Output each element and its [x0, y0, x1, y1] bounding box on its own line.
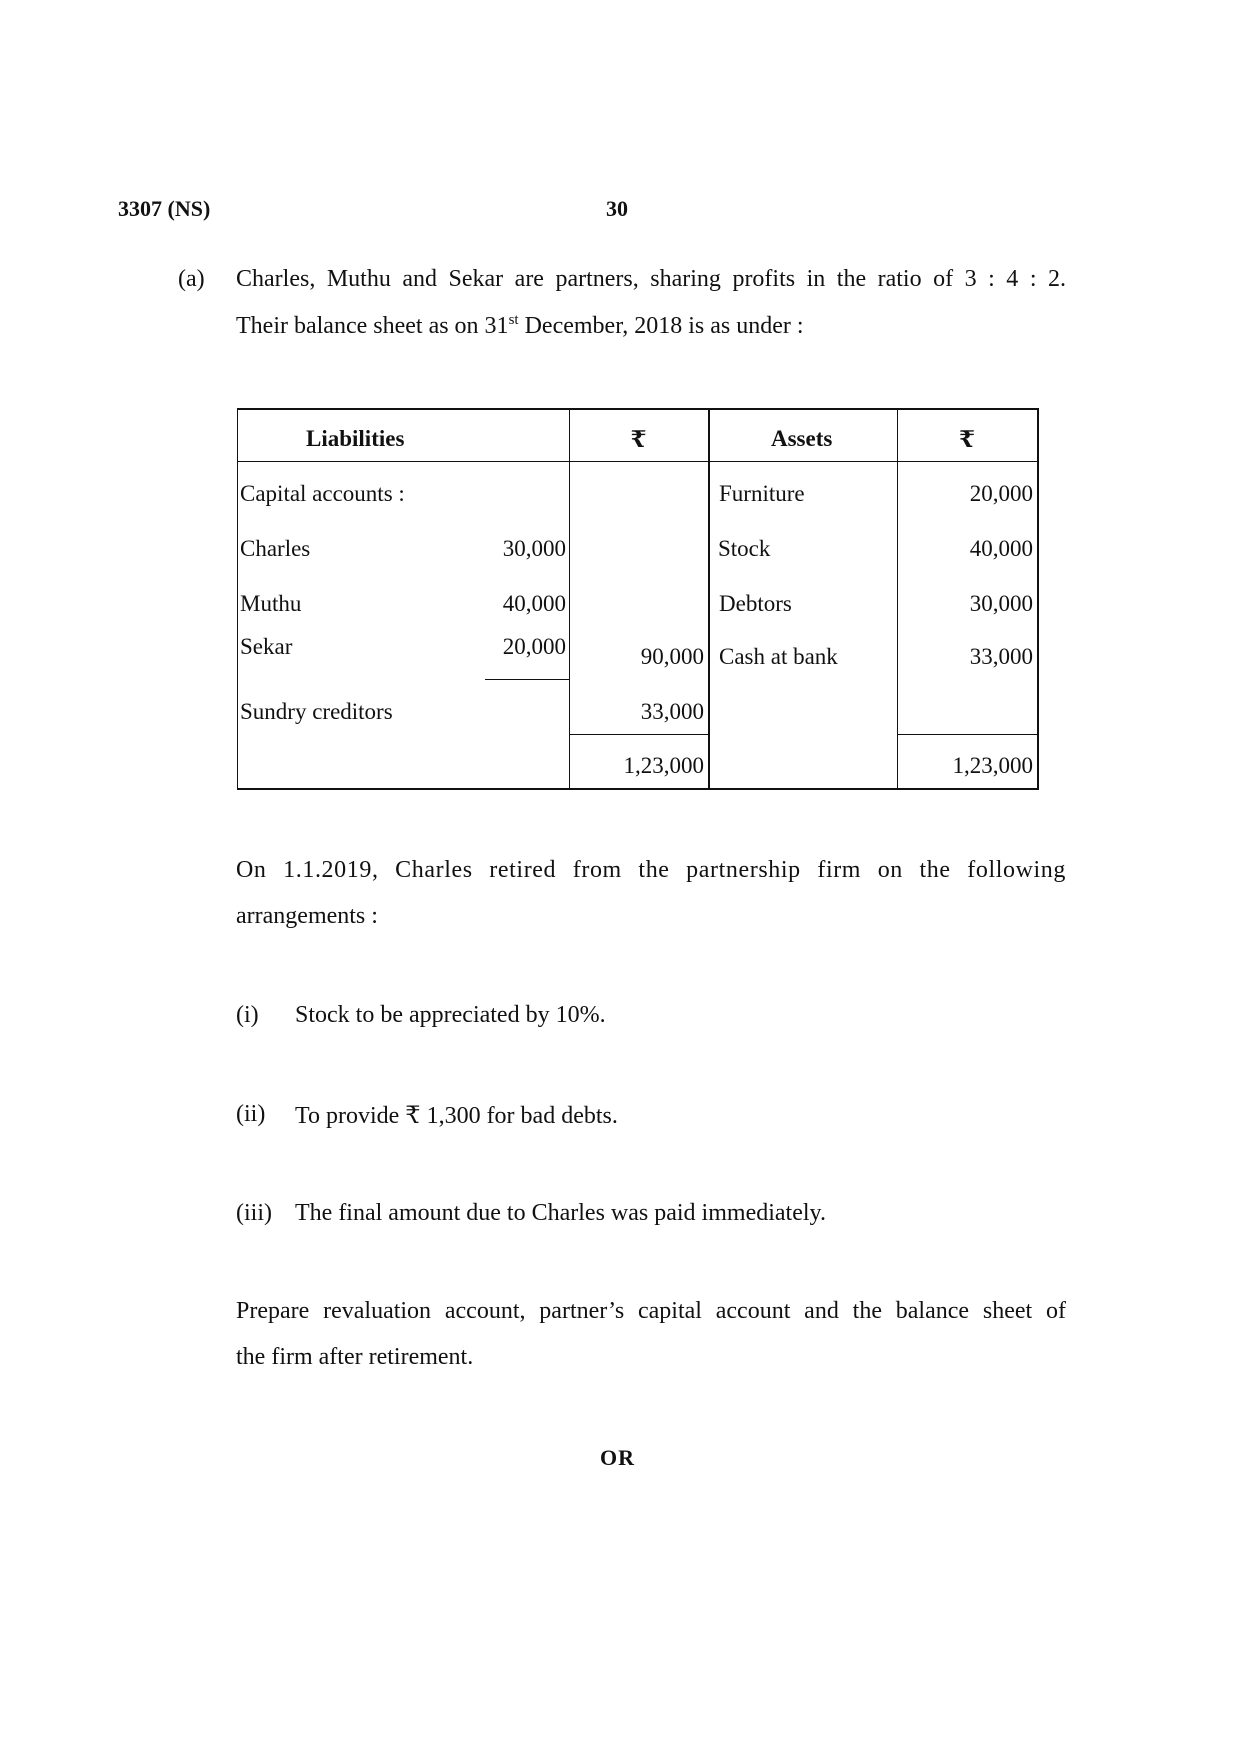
retirement-line-2: arrangements :	[236, 903, 378, 929]
paper-code: 3307 (NS)	[118, 196, 211, 221]
balance-sheet-table	[237, 408, 1039, 790]
header-assets: Assets	[771, 426, 833, 451]
partner-capital: 30,000	[502, 536, 566, 561]
retirement-line-1: On 1.1.2019, Charles retired from the partnership firm on the following	[236, 857, 1066, 883]
item-text: To provide ₹ 1,300 for bad debts.	[295, 1103, 618, 1129]
question-label: (a)	[178, 266, 205, 292]
partner-name: Muthu	[240, 591, 302, 616]
table-top-border	[237, 408, 1039, 410]
page-number: 30	[606, 196, 628, 221]
item-text: Stock to be appreciated by 10%.	[295, 1002, 606, 1028]
assets-total: 1,23,000	[952, 753, 1033, 778]
partner-capital: 40,000	[502, 591, 566, 616]
capital-total: 90,000	[640, 644, 704, 669]
item-number: (iii)	[236, 1200, 272, 1226]
col-divider-1	[569, 408, 570, 790]
question-line-2	[236, 312, 804, 340]
question-line-2-text: Their balance sheet as on 31	[236, 313, 509, 339]
header-amount-liabilities: ₹	[630, 427, 647, 452]
asset-name: Stock	[718, 536, 771, 561]
question-line-1: Charles, Muthu and Sekar are partners, sharing profits in the ratio of 3 : 4 : 2.	[236, 266, 1066, 292]
asset-amount: 33,000	[969, 644, 1033, 669]
sundry-creditors-amount: 33,000	[640, 699, 704, 724]
partner-name: Charles	[240, 536, 311, 561]
question-line-2-end: December, 2018 is as under :	[518, 313, 804, 339]
asset-name: Debtors	[719, 591, 792, 616]
capital-subtotal-rule	[485, 679, 569, 680]
col-divider-2	[708, 408, 710, 790]
superscript-st: st	[508, 312, 519, 328]
asset-amount: 20,000	[969, 481, 1033, 506]
instruction-line-2: the firm after retirement.	[236, 1344, 474, 1370]
asset-amount: 40,000	[969, 536, 1033, 561]
asset-amount: 30,000	[969, 591, 1033, 616]
table-right-border	[1037, 408, 1039, 790]
item-number: (i)	[236, 1002, 259, 1028]
partner-name: Sekar	[240, 634, 293, 659]
header-amount-assets: ₹	[958, 427, 975, 452]
liabilities-total: 1,23,000	[623, 753, 704, 778]
instruction-line-1: Prepare revaluation account, partner’s capital account and the balance sheet of	[236, 1298, 1066, 1324]
asset-name: Cash at bank	[719, 644, 838, 669]
partner-capital: 20,000	[502, 634, 566, 659]
assets-total-rule	[897, 734, 1037, 735]
item-number: (ii)	[236, 1101, 266, 1127]
table-bottom-border	[237, 788, 1039, 790]
liabilities-total-rule	[569, 734, 708, 735]
asset-name: Furniture	[719, 481, 805, 506]
or-separator: OR	[600, 1445, 635, 1470]
capital-accounts-heading: Capital accounts :	[240, 481, 405, 506]
sundry-creditors-label: Sundry creditors	[240, 699, 393, 724]
table-left-border	[237, 408, 238, 790]
item-text: The final amount due to Charles was paid immediately.	[295, 1200, 826, 1226]
header-liabilities: Liabilities	[306, 426, 405, 451]
header-bottom-border	[237, 461, 1039, 462]
